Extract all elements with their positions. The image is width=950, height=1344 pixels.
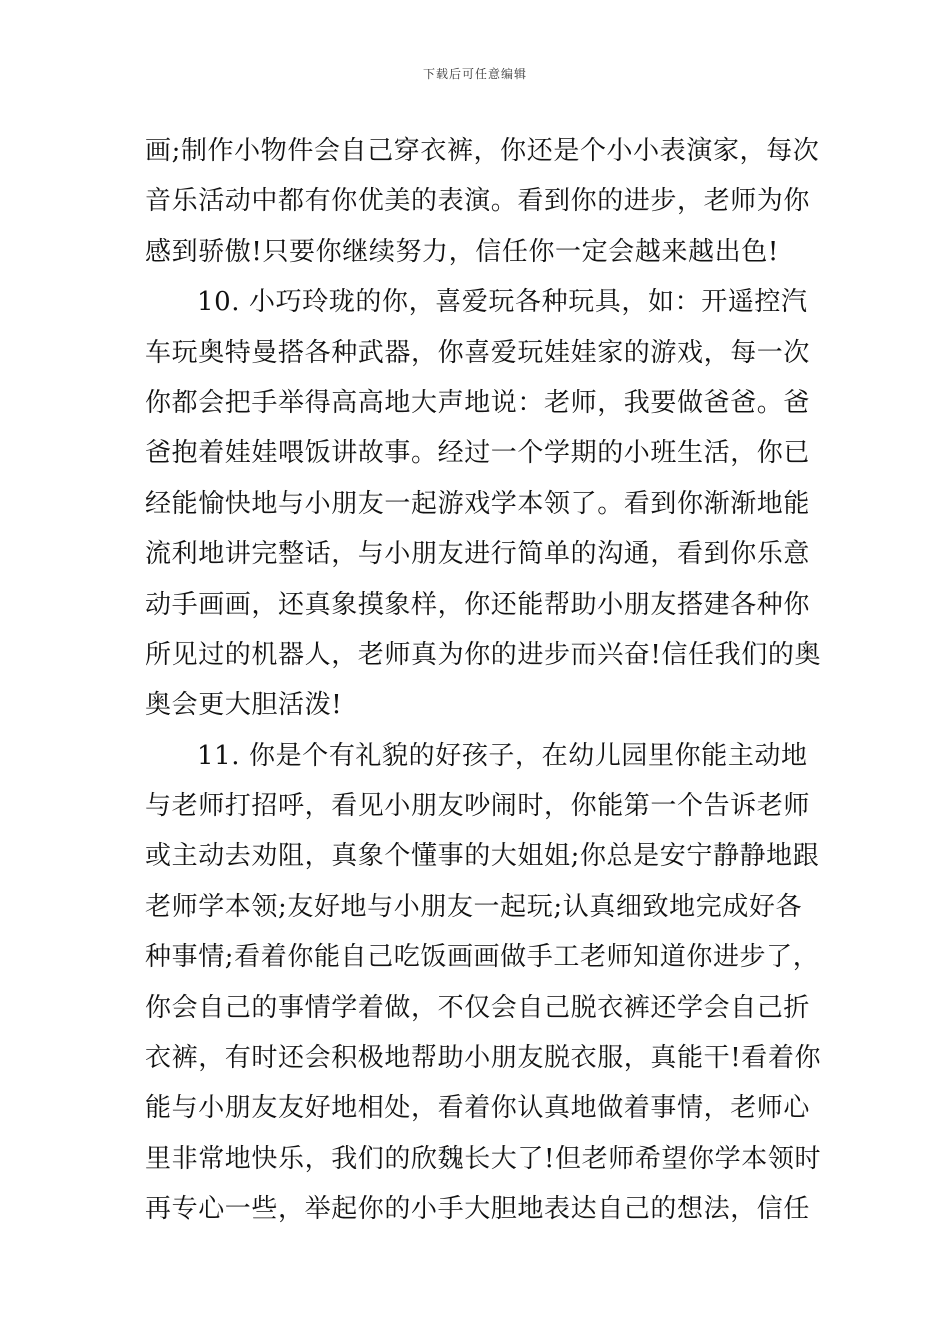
text-line: 感到骄傲!只要你继续努力，信任你一定会越来越出色! <box>145 236 779 267</box>
header-note: 下载后可任意编辑 <box>422 67 527 81</box>
paragraph-10-start: 10. 小巧玲珑的你，喜爱玩各种玩具，如：开遥控汽 <box>197 287 808 318</box>
text-line: 或主动去劝阻，真象个懂事的大姐姐;你总是安宁静静地跟 <box>145 841 820 872</box>
text-line: 经能愉快地与小朋友一起游戏学本领了。看到你渐渐地能 <box>145 488 811 519</box>
text-line: 老师学本领;友好地与小朋友一起玩;认真细致地完成好各 <box>145 891 803 922</box>
text-line: 画;制作小物件会自己穿衣裤，你还是个小小表演家，每次 <box>145 136 820 166</box>
text-line: 衣裤，有时还会积极地帮助小朋友脱衣服，真能干!看着你 <box>145 1043 822 1074</box>
text-line: 音乐活动中都有你优美的表演。看到你的进步，老师为你 <box>145 186 811 217</box>
text-line: 奥会更大胆活泼! <box>145 690 343 721</box>
text-line: 爸抱着娃娃喂饭讲故事。经过一个学期的小班生活，你已 <box>145 438 811 469</box>
body-text <box>145 126 822 1235</box>
text-line: 能与小朋友友好地相处，看着你认真地做着事情，老师心 <box>145 1093 811 1124</box>
text-line: 与老师打招呼，看见小朋友吵闹时，你能第一个告诉老师 <box>145 791 811 822</box>
paragraph-11-start: 11. 你是个有礼貌的好孩子，在幼儿园里你能主动地 <box>197 740 808 771</box>
text-line: 所见过的机器人，老师真为你的进步而兴奋!信任我们的奥 <box>145 639 822 670</box>
text-line: 动手画画，还真象摸象样，你还能帮助小朋友搭建各种你 <box>145 589 811 620</box>
text-line: 里非常地快乐，我们的欣魏长大了!但老师希望你学本领时 <box>145 1143 822 1174</box>
text-line: 你都会把手举得高高地大声地说：老师，我要做爸爸。爸 <box>145 387 811 418</box>
text-line: 种事情;看着你能自己吃饭画画做手工老师知道你进步了， <box>145 942 820 973</box>
text-line: 再专心一些，举起你的小手大胆地表达自己的想法，信任 <box>145 1194 811 1225</box>
text-line: 流利地讲完整话，与小朋友进行简单的沟通，看到你乐意 <box>145 539 811 570</box>
text-line: 你会自己的事情学着做，不仅会自己脱衣裤还学会自己折 <box>145 992 811 1023</box>
text-line: 车玩奥特曼搭各种武器，你喜爱玩娃娃家的游戏，每一次 <box>145 337 811 368</box>
